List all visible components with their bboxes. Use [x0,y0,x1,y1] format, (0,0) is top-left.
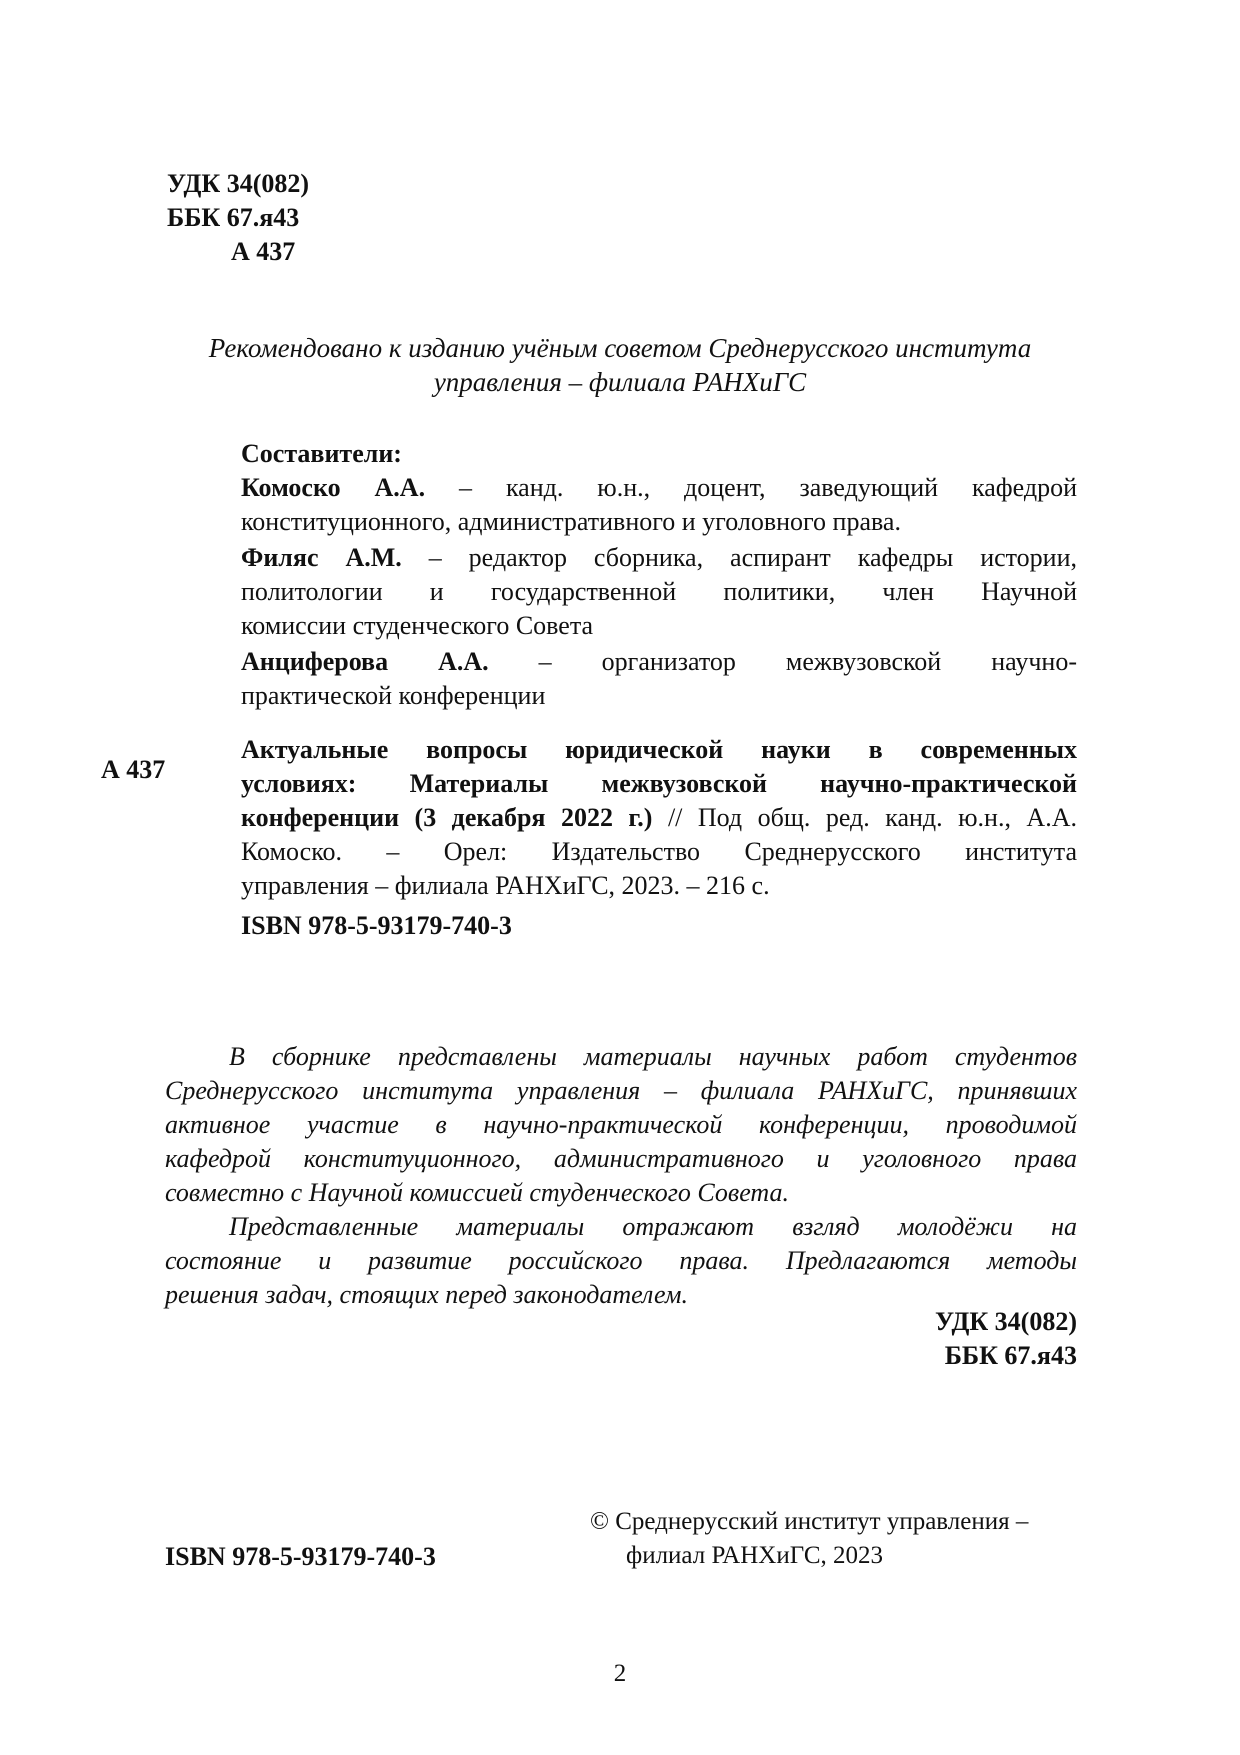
book-title-line: условиях: Материалы межвузовской научно-практической [241,769,1077,798]
compiler-description-line: комиссии студенческого Совета [241,611,594,640]
compiler-name: Комоско А.А. [241,473,426,502]
annotation-line: Среднерусского института управления – филиала РАНХиГС, принявших [165,1076,1077,1105]
annotation-line: активное участие в научно-практической конференции, проводимой [165,1110,1077,1139]
bibliographic-code: А 437 [101,755,166,784]
udk-code: УДК 34(082) [934,1307,1077,1336]
annotation-line: В сборнике представлены материалы научных работ студентов [229,1042,1077,1071]
copyright-notice [590,1505,1028,1573]
annotation-line: кафедрой конституционного, административного и уголовного права [165,1144,1077,1173]
book-editor-text: // Под общ. ред. канд. ю.н., А.А. [652,803,1077,832]
book-title-end: конференции (3 декабря 2022 г.) [241,803,653,832]
book-title-line: Актуальные вопросы юридической науки в современных [241,735,1077,764]
annotation-line: состояние и развитие российского права. Предлагаются методы [165,1246,1077,1275]
annotation-line: совместно с Научной комиссией студенческого Совета. [165,1178,789,1207]
annotation-line: Представленные материалы отражают взгляд молодёжи на [229,1212,1077,1241]
author-mark: А 437 [231,237,296,266]
recommendation-line: Рекомендовано к изданию учёным советом Среднерусского института [208,333,1032,363]
book-title-line [241,801,1077,835]
compiler-entry [241,645,1077,679]
compiler-description: – редактор сборника, аспирант кафедры истории, [401,543,1077,572]
compiler-name: Анциферова А.А. [241,647,489,676]
isbn-footer: ISBN 978-5-93179-740-3 [165,1542,436,1571]
copyright-line: филиал РАНХиГС, 2023 [626,1542,884,1569]
udk-code: УДК 34(082) [167,169,310,198]
compiler-name: Филяс А.М. [241,543,402,572]
compiler-description-line: конституционного, административного и уголовного права. [241,507,901,536]
classification-block [167,167,309,269]
book-publisher-line: управления – филиала РАНХиГС, 2023. – 216 с. [241,871,770,900]
bibliographic-entry [241,733,1077,943]
copyright-line: © Среднерусский институт управления – [590,1508,1029,1535]
compiler-description-line: практической конференции [241,681,546,710]
annotation [165,1040,1077,1312]
compilers-heading: Составители: [241,439,402,468]
compiler-description-line: политологии и государственной политики, член Научной [241,577,1077,606]
classification-bottom [700,1305,1077,1373]
isbn-entry: ISBN 978-5-93179-740-3 [241,911,512,940]
recommendation-note [165,331,1075,399]
bbk-code: ББК 67.я43 [167,203,300,232]
recommendation-line: управления – филиала РАНХиГС [433,367,807,397]
book-publisher-line: Комоско. – Орел: Издательство Среднерусского института [241,837,1077,866]
compiler-entry [241,541,1077,575]
page-number: 2 [613,1660,627,1687]
compiler-description: – организатор межвузовской научно- [488,647,1078,676]
bbk-code: ББК 67.я43 [944,1341,1077,1370]
compilers-section [241,437,1077,713]
annotation-line: решения задач, стоящих перед законодателем. [165,1280,689,1309]
compiler-entry [241,471,1077,505]
compiler-description: – канд. ю.н., доцент, заведующий кафедрой [425,473,1077,502]
